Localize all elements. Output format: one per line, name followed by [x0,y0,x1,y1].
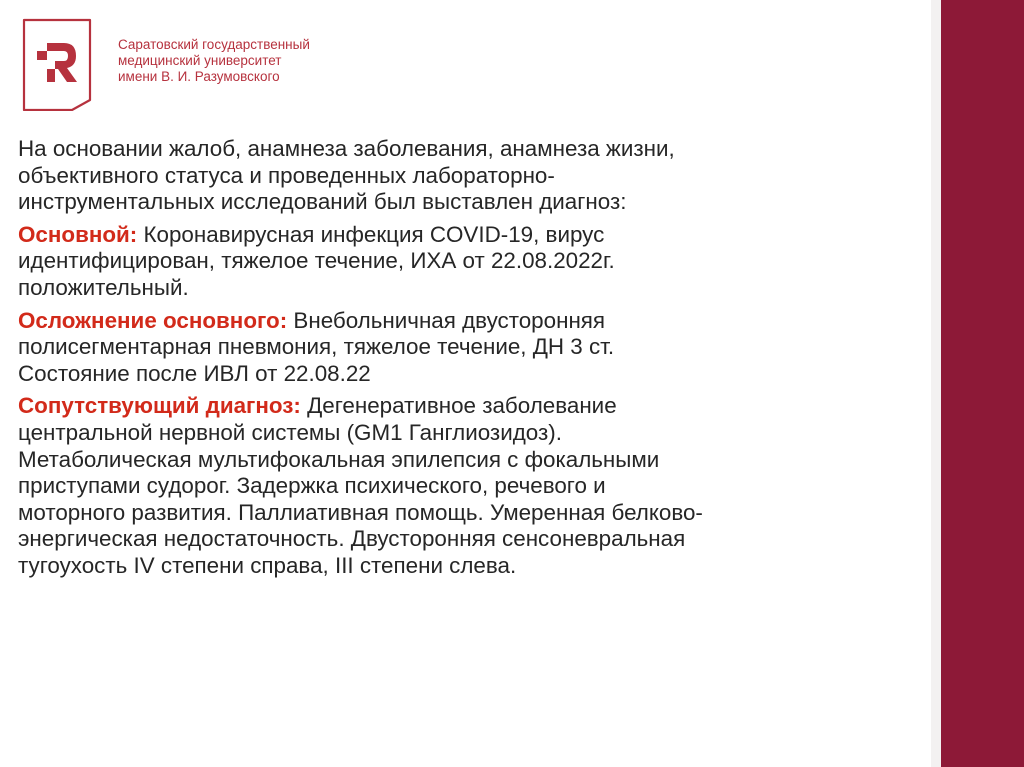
diagnosis-first-line [18,393,913,420]
intro-paragraph [18,136,913,216]
text-line: энергическая недостаточность. Двусторонняя сенсоневральная [18,526,686,552]
diagnosis-text: Внебольничная двусторонняя [287,307,606,333]
org-name-line: медицинский университет [118,52,282,68]
diagnosis-label: Осложнение основного: [18,307,288,333]
complication-diagnosis [18,308,913,388]
university-logo-icon [18,16,96,111]
header [18,16,310,111]
org-name-line: Саратовский государственный [118,36,310,52]
brand-side-bar [941,0,1024,767]
diagnosis-first-line [18,222,913,249]
text-line: Состояние после ИВЛ от 22.08.22 [18,360,371,386]
side-gap [931,0,941,767]
diagnosis-text: Коронавирусная инфекция COVID-19, вирус [137,221,605,247]
text-line: моторного развития. Паллиативная помощь. Умеренная белково- [18,499,703,525]
text-line: центральной нервной системы (GM1 Ганглиозидоз). [18,419,562,445]
slide-content [18,136,913,586]
text-line: Метаболическая мультифокальная эпилепсия с фокальными [18,446,660,472]
text-line: На основании жалоб, анамнеза заболевания, анамнеза жизни, [18,136,675,161]
text-line: инструментальных исследований был выставлен диагноз: [18,189,627,215]
diagnosis-label: Сопутствующий диагноз: [18,393,301,419]
diagnosis-label: Основной: [18,221,138,247]
text-line: полисегментарная пневмония, тяжелое течение, ДН 3 ст. [18,334,615,360]
text-line: тугоухость IV степени справа, III степени слева. [18,552,517,578]
diagnosis-first-line [18,308,913,335]
text-line: объективного статуса и проведенных лабораторно- [18,162,555,188]
text-line: приступами судорог. Задержка психического, речевого и [18,473,606,499]
org-name-line: имени В. И. Разумовского [118,68,280,84]
text-line: идентифицирован, тяжелое течение, ИХА от 22.08.2022г. [18,248,615,274]
org-name [118,37,310,85]
text-line: положительный. [18,274,189,300]
concomitant-diagnosis [18,393,913,579]
main-diagnosis [18,222,913,302]
diagnosis-text: Дегенеративное заболевание [300,393,617,419]
